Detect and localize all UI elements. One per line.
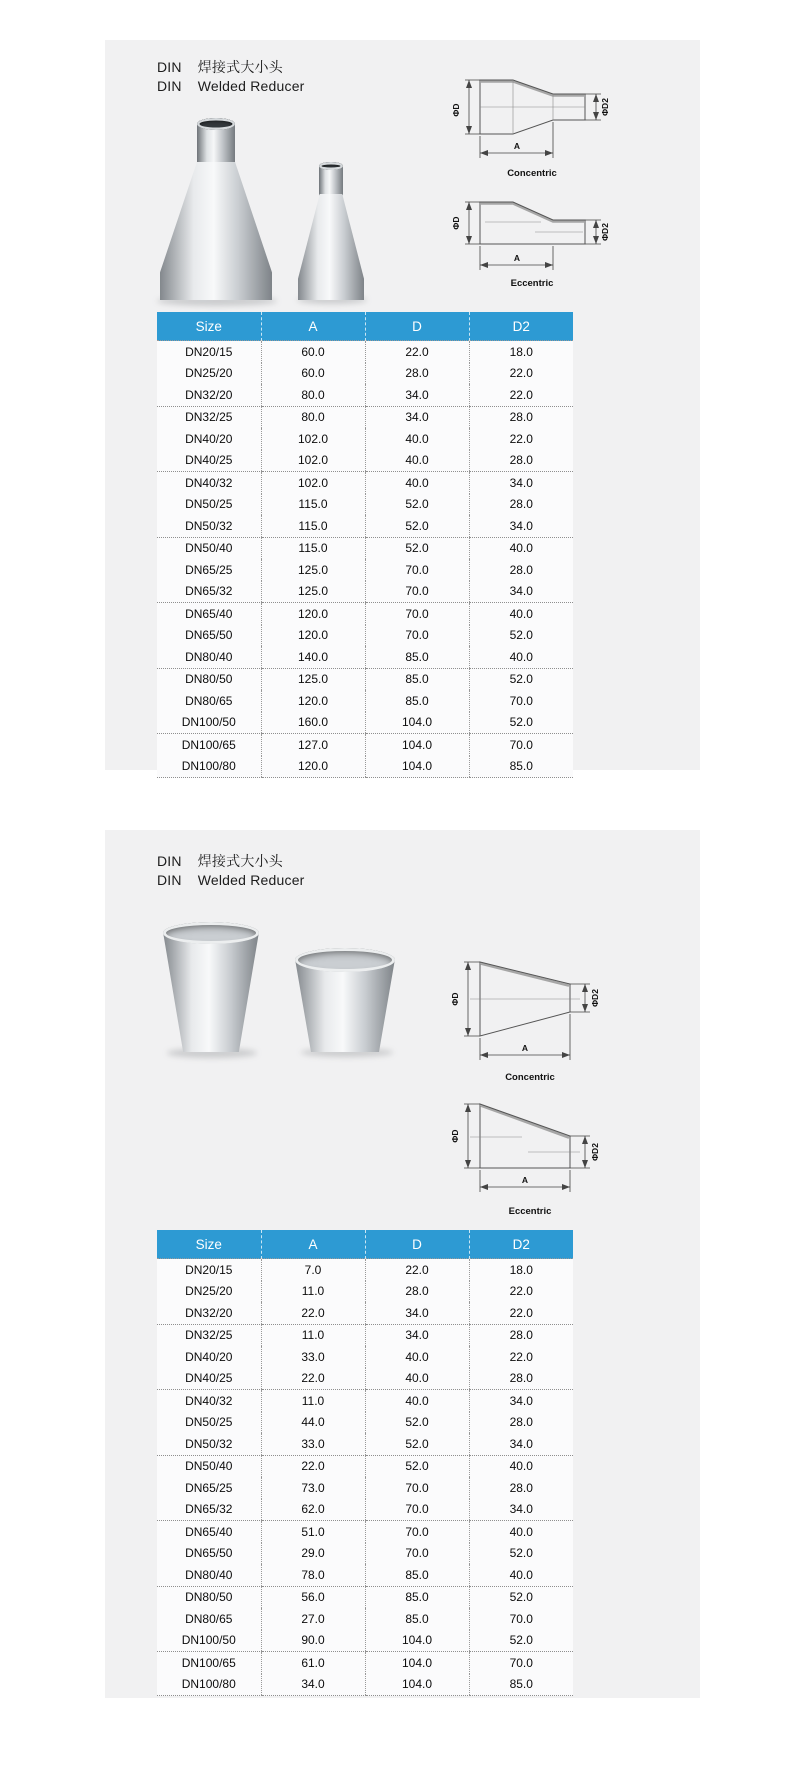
table-cell: DN40/20 bbox=[185, 1349, 233, 1364]
table-cell: 160.0 bbox=[261, 712, 365, 734]
table-cell: 70.0 bbox=[365, 1499, 469, 1521]
table-cell: DN40/32 bbox=[185, 1393, 233, 1408]
table-cell: DN40/20 bbox=[185, 431, 233, 446]
table-cell: 40.0 bbox=[469, 1564, 573, 1586]
table-row bbox=[157, 712, 573, 734]
table-cell: 70.0 bbox=[365, 1543, 469, 1565]
table-cell: 40.0 bbox=[469, 1521, 573, 1543]
table-cell: 34.0 bbox=[365, 384, 469, 406]
column-header: D2 bbox=[469, 1230, 573, 1259]
product-photo-cone-right bbox=[295, 948, 395, 1052]
table-cell: 28.0 bbox=[469, 1324, 573, 1346]
table-cell: DN65/40 bbox=[185, 606, 233, 621]
table-cell: 28.0 bbox=[469, 559, 573, 581]
column-header: A bbox=[261, 1230, 365, 1259]
dim-label-d: ΦD bbox=[450, 992, 460, 1006]
table-cell: 7.0 bbox=[261, 1259, 365, 1281]
diagram-caption: Eccentric bbox=[510, 278, 554, 289]
table-cell: DN40/25 bbox=[157, 1368, 261, 1390]
table-row bbox=[157, 1302, 573, 1324]
section-title bbox=[157, 852, 305, 890]
table-cell: 11.0 bbox=[261, 1324, 365, 1346]
table-cell: 70.0 bbox=[469, 734, 573, 756]
title-text-zh: 焊接式大小头 bbox=[197, 59, 283, 75]
table-cell: 34.0 bbox=[469, 1390, 573, 1412]
table-cell: 33.0 bbox=[261, 1433, 365, 1455]
table-cell: 28.0 bbox=[469, 1477, 573, 1499]
table-row bbox=[157, 1608, 573, 1630]
table-row bbox=[157, 1564, 573, 1586]
table-cell: 62.0 bbox=[261, 1499, 365, 1521]
title-text-zh: 焊接式大小头 bbox=[197, 853, 283, 869]
diagram-caption: Concentric bbox=[507, 168, 557, 179]
table-cell: 90.0 bbox=[261, 1630, 365, 1652]
table-cell: 125.0 bbox=[261, 581, 365, 603]
table-row bbox=[157, 581, 573, 603]
dim-label-d2: ΦD2 bbox=[600, 98, 610, 116]
table-cell: 52.0 bbox=[365, 494, 469, 516]
product-photo-cone-left bbox=[163, 922, 259, 1052]
table-cell: DN80/65 bbox=[185, 693, 233, 708]
table-cell: DN50/25 bbox=[185, 497, 233, 512]
table-cell: 140.0 bbox=[261, 646, 365, 668]
table-cell: 52.0 bbox=[469, 625, 573, 647]
spec-table bbox=[157, 1230, 573, 1696]
table-cell: 104.0 bbox=[365, 1652, 469, 1674]
table-cell: 18.0 bbox=[469, 1259, 573, 1281]
table-cell: DN65/32 bbox=[157, 1499, 261, 1521]
table-cell: DN80/40 bbox=[157, 1564, 261, 1586]
table-cell: 125.0 bbox=[261, 668, 365, 690]
table-cell: 115.0 bbox=[261, 494, 365, 516]
table-cell: DN32/20 bbox=[157, 1302, 261, 1324]
table-cell: 70.0 bbox=[365, 603, 469, 625]
table-cell: 115.0 bbox=[261, 515, 365, 537]
table-cell: 28.0 bbox=[365, 1281, 469, 1303]
table-row bbox=[157, 1477, 573, 1499]
table-row bbox=[157, 646, 573, 668]
product-photo-group bbox=[155, 922, 405, 1062]
title-prefix-zh: DIN bbox=[157, 59, 182, 75]
column-header: D bbox=[365, 1230, 469, 1259]
table-cell: DN50/32 bbox=[157, 515, 261, 537]
table-cell: 52.0 bbox=[365, 515, 469, 537]
table-cell: 34.0 bbox=[365, 1324, 469, 1346]
table-cell: 22.0 bbox=[469, 384, 573, 406]
table-cell: 40.0 bbox=[469, 1455, 573, 1477]
table-cell: 70.0 bbox=[469, 1608, 573, 1630]
dim-label-a: A bbox=[513, 253, 521, 263]
table-cell: 104.0 bbox=[365, 756, 469, 778]
spec-table-header-row bbox=[157, 312, 573, 341]
table-cell: DN40/32 bbox=[185, 475, 233, 490]
table-cell: DN65/50 bbox=[185, 1546, 233, 1561]
table-cell: 40.0 bbox=[469, 537, 573, 559]
table-row bbox=[157, 363, 573, 385]
table-cell: 29.0 bbox=[261, 1543, 365, 1565]
table-cell: 51.0 bbox=[261, 1521, 365, 1543]
table-cell: 28.0 bbox=[469, 1368, 573, 1390]
table-cell: 22.0 bbox=[261, 1455, 365, 1477]
table-row bbox=[157, 428, 573, 450]
table-row bbox=[157, 1259, 573, 1281]
table-cell: DN20/15 bbox=[185, 1262, 233, 1277]
table-cell: DN80/65 bbox=[185, 1611, 233, 1626]
table-cell: DN50/40 bbox=[185, 541, 233, 556]
table-row bbox=[157, 734, 573, 756]
table-cell: 52.0 bbox=[469, 1586, 573, 1608]
table-cell: 78.0 bbox=[261, 1564, 365, 1586]
eccentric-diagram bbox=[435, 192, 620, 292]
spec-table bbox=[157, 312, 573, 778]
table-cell: 34.0 bbox=[469, 1433, 573, 1455]
column-header: Size bbox=[157, 1230, 261, 1259]
table-cell: 40.0 bbox=[469, 603, 573, 625]
table-cell: 22.0 bbox=[469, 1346, 573, 1368]
table-cell: 28.0 bbox=[365, 363, 469, 385]
dim-label-d: ΦD bbox=[450, 1129, 460, 1143]
table-cell: DN40/25 bbox=[157, 450, 261, 472]
table-cell: 28.0 bbox=[469, 494, 573, 516]
table-cell: 85.0 bbox=[365, 1586, 469, 1608]
table-row bbox=[157, 1499, 573, 1521]
table-cell: 11.0 bbox=[261, 1390, 365, 1412]
table-cell: DN65/25 bbox=[185, 1480, 233, 1495]
table-cell: 27.0 bbox=[261, 1608, 365, 1630]
table-cell: 34.0 bbox=[365, 1302, 469, 1324]
table-cell: 85.0 bbox=[469, 756, 573, 778]
dim-label-d2: ΦD2 bbox=[600, 223, 610, 241]
table-row bbox=[157, 603, 573, 625]
table-cell: 60.0 bbox=[261, 363, 365, 385]
table-cell: 34.0 bbox=[469, 472, 573, 494]
table-row bbox=[157, 472, 573, 494]
table-row bbox=[157, 341, 573, 363]
table-cell: 56.0 bbox=[261, 1586, 365, 1608]
table-cell: 33.0 bbox=[261, 1346, 365, 1368]
table-cell: DN100/65 bbox=[181, 737, 236, 752]
table-cell: 52.0 bbox=[365, 1412, 469, 1434]
title-text-en: Welded Reducer bbox=[197, 872, 305, 888]
table-cell: 18.0 bbox=[469, 341, 573, 363]
table-row bbox=[157, 1652, 573, 1674]
table-cell: DN100/65 bbox=[181, 1655, 236, 1670]
table-cell: 85.0 bbox=[365, 646, 469, 668]
table-cell: DN80/40 bbox=[157, 646, 261, 668]
table-cell: 85.0 bbox=[365, 668, 469, 690]
table-cell: DN80/50 bbox=[185, 1590, 233, 1605]
table-cell: 22.0 bbox=[469, 1302, 573, 1324]
table-row bbox=[157, 1412, 573, 1434]
dim-label-d: ΦD bbox=[451, 103, 461, 117]
table-cell: DN32/25 bbox=[185, 410, 233, 425]
product-section-welded-reducer-2 bbox=[105, 830, 700, 1698]
table-cell: DN50/32 bbox=[157, 1433, 261, 1455]
table-row bbox=[157, 1324, 573, 1346]
table-cell: DN32/25 bbox=[185, 1328, 233, 1343]
table-cell: 52.0 bbox=[365, 1455, 469, 1477]
table-cell: 120.0 bbox=[261, 756, 365, 778]
table-cell: 104.0 bbox=[365, 734, 469, 756]
table-cell: 40.0 bbox=[365, 1346, 469, 1368]
table-cell: 22.0 bbox=[469, 1281, 573, 1303]
dim-label-d2: ΦD2 bbox=[590, 1143, 600, 1161]
table-cell: 85.0 bbox=[365, 1564, 469, 1586]
table-cell: 40.0 bbox=[365, 428, 469, 450]
table-cell: DN32/20 bbox=[157, 384, 261, 406]
table-cell: 120.0 bbox=[261, 625, 365, 647]
table-row bbox=[157, 1455, 573, 1477]
table-row bbox=[157, 1368, 573, 1390]
table-cell: 70.0 bbox=[365, 1477, 469, 1499]
table-cell: DN100/80 bbox=[157, 756, 261, 778]
table-cell: 40.0 bbox=[469, 646, 573, 668]
dim-label-a: A bbox=[521, 1175, 529, 1185]
table-cell: 28.0 bbox=[469, 1412, 573, 1434]
table-row bbox=[157, 1521, 573, 1543]
title-prefix-en: DIN bbox=[157, 78, 182, 94]
table-cell: 104.0 bbox=[365, 1630, 469, 1652]
table-cell: 52.0 bbox=[469, 712, 573, 734]
table-row bbox=[157, 690, 573, 712]
table-cell: DN65/40 bbox=[185, 1524, 233, 1539]
table-row bbox=[157, 1674, 573, 1696]
table-cell: 34.0 bbox=[469, 1499, 573, 1521]
table-cell: DN100/50 bbox=[157, 1630, 261, 1652]
table-row bbox=[157, 1346, 573, 1368]
diagram-caption: Eccentric bbox=[508, 1206, 552, 1217]
table-cell: 70.0 bbox=[365, 559, 469, 581]
table-cell: 22.0 bbox=[469, 363, 573, 385]
section-title bbox=[157, 58, 305, 96]
table-cell: 22.0 bbox=[365, 341, 469, 363]
table-cell: 120.0 bbox=[261, 603, 365, 625]
title-prefix-zh: DIN bbox=[157, 853, 182, 869]
table-cell: 85.0 bbox=[469, 1674, 573, 1696]
table-cell: 40.0 bbox=[365, 450, 469, 472]
eccentric-diagram bbox=[430, 1092, 630, 1222]
table-row bbox=[157, 1433, 573, 1455]
product-photo-group bbox=[155, 118, 395, 308]
diagram-caption: Concentric bbox=[505, 1072, 555, 1083]
table-row bbox=[157, 1543, 573, 1565]
table-cell: 127.0 bbox=[261, 734, 365, 756]
table-cell: 52.0 bbox=[365, 537, 469, 559]
table-cell: DN65/50 bbox=[185, 628, 233, 643]
table-cell: 22.0 bbox=[261, 1368, 365, 1390]
column-header: Size bbox=[157, 312, 261, 341]
table-row bbox=[157, 668, 573, 690]
table-cell: 70.0 bbox=[365, 1521, 469, 1543]
column-header: D2 bbox=[469, 312, 573, 341]
table-cell: 28.0 bbox=[469, 406, 573, 428]
dim-label-a: A bbox=[513, 141, 521, 151]
title-text-en: Welded Reducer bbox=[197, 78, 305, 94]
table-cell: 61.0 bbox=[261, 1652, 365, 1674]
table-row bbox=[157, 756, 573, 778]
table-cell: 70.0 bbox=[365, 581, 469, 603]
table-cell: 73.0 bbox=[261, 1477, 365, 1499]
concentric-diagram bbox=[435, 70, 620, 182]
table-cell: DN100/50 bbox=[157, 712, 261, 734]
column-header: A bbox=[261, 312, 365, 341]
table-row bbox=[157, 1586, 573, 1608]
table-cell: 34.0 bbox=[365, 406, 469, 428]
table-cell: DN65/25 bbox=[185, 562, 233, 577]
table-cell: 11.0 bbox=[261, 1281, 365, 1303]
table-row bbox=[157, 559, 573, 581]
table-row bbox=[157, 515, 573, 537]
column-header: D bbox=[365, 312, 469, 341]
table-row bbox=[157, 537, 573, 559]
dim-label-d2: ΦD2 bbox=[590, 989, 600, 1007]
table-cell: 70.0 bbox=[365, 625, 469, 647]
table-cell: 102.0 bbox=[261, 472, 365, 494]
table-cell: 40.0 bbox=[365, 472, 469, 494]
table-row bbox=[157, 1630, 573, 1652]
product-photo-small-reducer bbox=[298, 162, 364, 302]
table-cell: 70.0 bbox=[469, 1652, 573, 1674]
table-cell: 40.0 bbox=[365, 1390, 469, 1412]
table-cell: 52.0 bbox=[365, 1433, 469, 1455]
table-cell: 125.0 bbox=[261, 559, 365, 581]
table-cell: DN20/15 bbox=[185, 344, 233, 359]
table-row bbox=[157, 625, 573, 647]
title-prefix-en: DIN bbox=[157, 872, 182, 888]
dim-label-d: ΦD bbox=[451, 216, 461, 230]
table-cell: 34.0 bbox=[469, 581, 573, 603]
table-cell: 22.0 bbox=[365, 1259, 469, 1281]
table-cell: 120.0 bbox=[261, 690, 365, 712]
table-cell: 22.0 bbox=[469, 428, 573, 450]
table-cell: 52.0 bbox=[469, 668, 573, 690]
table-cell: DN100/80 bbox=[157, 1674, 261, 1696]
concentric-diagram bbox=[430, 948, 630, 1088]
table-cell: 34.0 bbox=[261, 1674, 365, 1696]
table-cell: 28.0 bbox=[469, 450, 573, 472]
table-cell: DN50/40 bbox=[185, 1459, 233, 1474]
table-cell: 52.0 bbox=[469, 1543, 573, 1565]
table-cell: 52.0 bbox=[469, 1630, 573, 1652]
table-cell: 22.0 bbox=[261, 1302, 365, 1324]
table-row bbox=[157, 384, 573, 406]
table-cell: 40.0 bbox=[365, 1368, 469, 1390]
table-cell: 85.0 bbox=[365, 690, 469, 712]
table-cell: DN65/32 bbox=[157, 581, 261, 603]
table-cell: 34.0 bbox=[469, 515, 573, 537]
table-row bbox=[157, 1390, 573, 1412]
table-cell: 44.0 bbox=[261, 1412, 365, 1434]
table-cell: DN50/25 bbox=[185, 1415, 233, 1430]
table-cell: 104.0 bbox=[365, 1674, 469, 1696]
table-cell: DN25/20 bbox=[185, 366, 233, 381]
table-cell: DN80/50 bbox=[185, 672, 233, 687]
spec-table-header-row bbox=[157, 1230, 573, 1259]
table-row bbox=[157, 406, 573, 428]
table-row bbox=[157, 494, 573, 516]
table-row bbox=[157, 450, 573, 472]
product-section-welded-reducer-1 bbox=[105, 40, 700, 774]
table-cell: 104.0 bbox=[365, 712, 469, 734]
table-cell: 102.0 bbox=[261, 450, 365, 472]
dim-label-a: A bbox=[521, 1043, 529, 1053]
table-cell: 60.0 bbox=[261, 341, 365, 363]
table-row bbox=[157, 1281, 573, 1303]
table-cell: DN25/20 bbox=[185, 1284, 233, 1299]
table-cell: 80.0 bbox=[261, 406, 365, 428]
table-cell: 70.0 bbox=[469, 690, 573, 712]
table-cell: 115.0 bbox=[261, 537, 365, 559]
table-cell: 102.0 bbox=[261, 428, 365, 450]
table-cell: 85.0 bbox=[365, 1608, 469, 1630]
table-cell: 80.0 bbox=[261, 384, 365, 406]
product-photo-large-reducer bbox=[160, 118, 272, 302]
